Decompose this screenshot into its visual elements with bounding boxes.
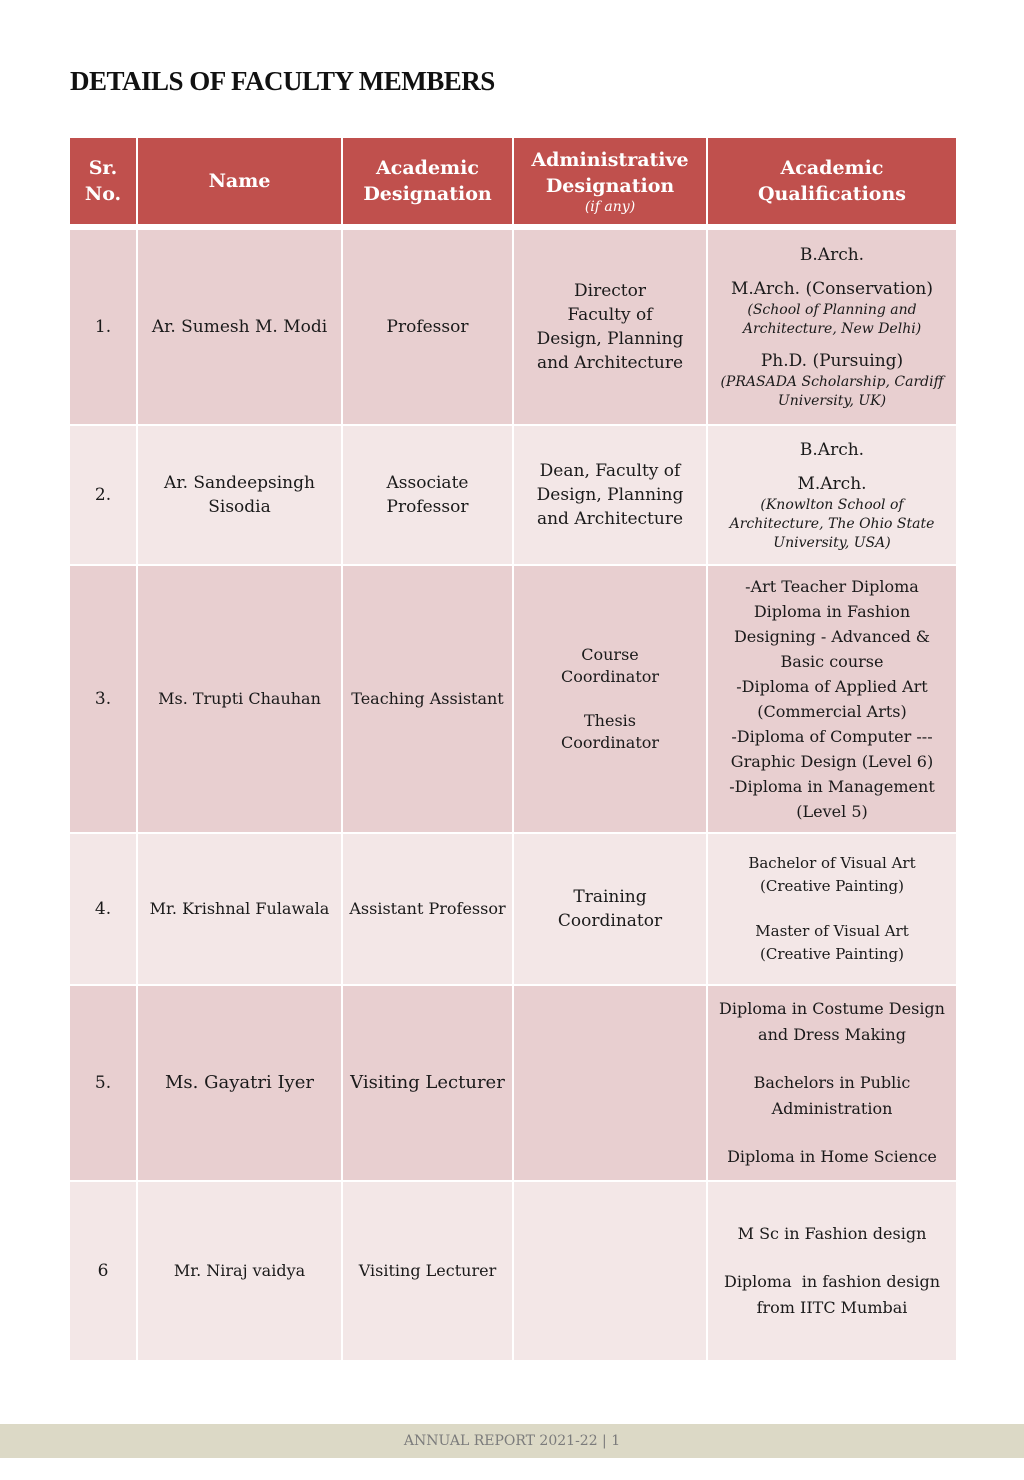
qualification: Administration bbox=[771, 1099, 893, 1118]
qualification: Bachelors in Public bbox=[753, 1073, 911, 1092]
qualification-note: (School of Planning and Architecture, New Delhi) bbox=[742, 302, 922, 337]
cell-qualifications bbox=[707, 425, 957, 565]
cell-sr-no: 1. bbox=[69, 229, 137, 425]
cell-academic-designation: Assistant Professor bbox=[342, 833, 513, 985]
header-admin-sub: (if any) bbox=[584, 199, 636, 215]
cell-academic-designation: Visiting Lecturer bbox=[342, 985, 513, 1181]
table-row bbox=[69, 565, 957, 833]
qualification: Bachelor of Visual Art bbox=[748, 854, 916, 872]
table-row bbox=[69, 833, 957, 985]
cell-academic-designation: Professor bbox=[342, 229, 513, 425]
faculty-table bbox=[68, 136, 958, 1362]
cell-name: Mr. Krishnal Fulawala bbox=[137, 833, 342, 985]
cell-qualifications bbox=[707, 1181, 957, 1361]
cell-admin-designation bbox=[513, 229, 707, 425]
header-academic-designation: Academic Designation bbox=[342, 137, 513, 225]
qualification: M.Arch. bbox=[797, 473, 867, 494]
table-row bbox=[69, 1181, 957, 1361]
qualification: M Sc in Fashion design bbox=[737, 1224, 927, 1243]
admin-line: Training bbox=[573, 887, 647, 907]
qualification: -Art Teacher Diploma bbox=[745, 577, 919, 596]
qualification: Diploma in Costume Design bbox=[719, 999, 945, 1018]
cell-sr-no: 6 bbox=[69, 1181, 137, 1361]
cell-sr-no: 4. bbox=[69, 833, 137, 985]
qualification-note: (Knowlton School of Architecture, The Ohio State University, USA) bbox=[729, 496, 935, 551]
header-academic-qualifications: Academic Qualifications bbox=[707, 137, 957, 225]
table-row bbox=[69, 985, 957, 1181]
cell-name: Ms. Trupti Chauhan bbox=[137, 565, 342, 833]
qualification: -Diploma in Management bbox=[729, 777, 935, 796]
cell-name: Ms. Gayatri Iyer bbox=[137, 985, 342, 1181]
cell-academic-designation: Visiting Lecturer bbox=[342, 1181, 513, 1361]
cell-academic-designation: Teaching Assistant bbox=[342, 565, 513, 833]
cell-sr-no: 3. bbox=[69, 565, 137, 833]
header-sr-no: Sr. No. bbox=[69, 137, 137, 225]
cell-qualifications bbox=[707, 985, 957, 1181]
qualification: M.Arch. (Conservation) bbox=[730, 279, 934, 299]
cell-qualifications bbox=[707, 565, 957, 833]
qualification: Basic course bbox=[780, 652, 884, 671]
admin-line: Dean, Faculty of bbox=[539, 461, 681, 481]
qualification: B.Arch. bbox=[799, 439, 865, 460]
cell-qualifications bbox=[707, 833, 957, 985]
cell-admin-designation bbox=[513, 833, 707, 985]
qualification: (Commercial Arts) bbox=[757, 702, 907, 721]
cell-admin-designation bbox=[513, 565, 707, 833]
header-admin-label: Administrative Designation bbox=[531, 149, 689, 197]
cell-sr-no: 5. bbox=[69, 985, 137, 1181]
qualification: (Level 5) bbox=[796, 802, 868, 821]
header-name: Name bbox=[137, 137, 342, 225]
page-footer: ANNUAL REPORT 2021-22 | 1 bbox=[0, 1424, 1024, 1458]
qualification: Diploma in Fashion bbox=[753, 602, 911, 621]
admin-line: Thesis bbox=[584, 711, 636, 730]
qualification: Designing - Advanced & bbox=[733, 627, 931, 646]
qualification: from IITC Mumbai bbox=[756, 1298, 908, 1317]
admin-line: and Architecture bbox=[536, 353, 684, 373]
admin-line: and Architecture bbox=[536, 509, 684, 529]
table-row bbox=[69, 229, 957, 425]
cell-qualifications bbox=[707, 229, 957, 425]
admin-line: Director bbox=[574, 281, 646, 301]
cell-admin-designation bbox=[513, 1181, 707, 1361]
admin-line: Coordinator bbox=[560, 733, 660, 752]
admin-line: Design, Planning bbox=[536, 329, 684, 349]
admin-line: Coordinator bbox=[560, 667, 660, 686]
qualification: and Dress Making bbox=[758, 1025, 906, 1044]
table-row bbox=[69, 425, 957, 565]
cell-name: Mr. Niraj vaidya bbox=[137, 1181, 342, 1361]
page-title: DETAILS OF FACULTY MEMBERS bbox=[70, 66, 495, 96]
cell-admin-designation bbox=[513, 985, 707, 1181]
cell-name: Ar. Sandeepsingh Sisodia bbox=[137, 425, 342, 565]
qualification: (Creative Painting) bbox=[759, 945, 905, 963]
qualification: Diploma in fashion design bbox=[723, 1272, 941, 1291]
qualification: Ph.D. (Pursuing) bbox=[760, 351, 904, 371]
admin-line: Faculty of bbox=[567, 305, 653, 325]
header-administrative-designation bbox=[513, 137, 707, 225]
qualification: -Diploma of Applied Art bbox=[736, 677, 928, 696]
qualification: (Creative Painting) bbox=[759, 877, 905, 895]
admin-line: Course bbox=[581, 645, 639, 664]
qualification: Master of Visual Art bbox=[755, 922, 909, 940]
qualification: Graphic Design (Level 6) bbox=[730, 752, 934, 771]
qualification-note: (PRASADA Scholarship, Cardiff University, UK) bbox=[720, 374, 944, 409]
admin-line: Coordinator bbox=[557, 911, 663, 931]
table-header-row bbox=[69, 137, 957, 225]
qualification: B.Arch. bbox=[799, 245, 865, 265]
cell-admin-designation bbox=[513, 425, 707, 565]
cell-academic-designation: Associate Professor bbox=[342, 425, 513, 565]
cell-name: Ar. Sumesh M. Modi bbox=[137, 229, 342, 425]
qualification: Diploma in Home Science bbox=[727, 1147, 937, 1166]
qualification: -Diploma of Computer --- bbox=[731, 727, 933, 746]
cell-sr-no: 2. bbox=[69, 425, 137, 565]
admin-line: Design, Planning bbox=[536, 485, 684, 505]
